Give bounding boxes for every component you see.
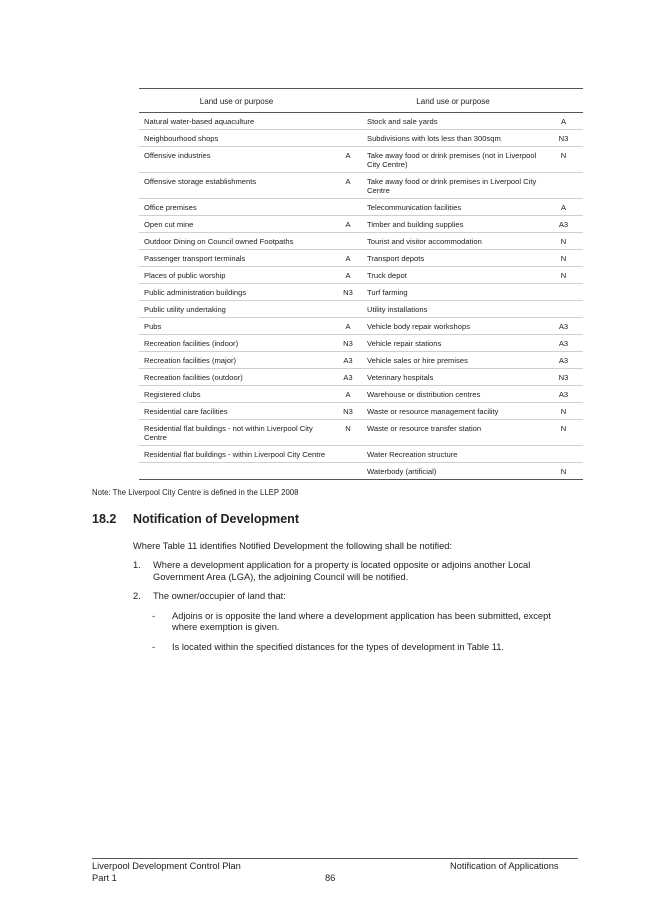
table-header-row [139,89,583,113]
table-row [139,113,583,130]
code-right-cell [544,301,583,318]
code-right-cell [544,173,583,199]
section-intro: Where Table 11 identifies Notified Development the following shall be notified: [133,541,453,551]
footer-divider [92,858,578,859]
land-use-left-cell: Recreation facilities (indoor) [139,335,334,352]
code-left-cell [334,446,362,463]
code-right-cell: N3 [544,369,583,386]
sub-list-marker: - [152,641,156,652]
code-left-cell: A [334,318,362,335]
list-item-text: Where a development application for a property is located opposite or adjoins another Local Government Area (LGA), the adjoining Council will be notified. [153,560,531,582]
table-row [139,352,583,369]
table-row [139,284,583,301]
land-use-right-cell: Timber and building supplies [362,216,544,233]
code-left-cell [334,301,362,318]
list-marker: 2. [133,591,141,601]
land-use-right-cell: Water Recreation structure [362,446,544,463]
table-row [139,420,583,446]
table-row [139,147,583,173]
table-row [139,216,583,233]
land-use-right-cell: Waste or resource management facility [362,403,544,420]
table-row [139,335,583,352]
land-use-right-cell: Turf farming [362,284,544,301]
code-right-cell: N [544,463,583,480]
code-right-cell: A3 [544,386,583,403]
table-row [139,369,583,386]
column-header-code-right [544,89,583,113]
code-left-cell: N3 [334,284,362,301]
land-use-right-cell: Telecommunication facilities [362,199,544,216]
code-right-cell: A [544,199,583,216]
code-right-cell: N [544,267,583,284]
table-row [139,463,583,480]
column-header-land-use-right: Land use or purpose [362,89,544,113]
land-use-right-cell: Stock and sale yards [362,113,544,130]
code-left-cell: A3 [334,352,362,369]
table-row [139,233,583,250]
column-header-code-left [334,89,362,113]
land-use-left-cell: Neighbourhood shops [139,130,334,147]
table-row [139,250,583,267]
land-use-right-cell: Subdivisions with lots less than 300sqm [362,130,544,147]
table-row [139,173,583,199]
sub-list-item [133,611,578,634]
table-row [139,130,583,147]
land-use-left-cell: Residential care facilities [139,403,334,420]
code-left-cell: N3 [334,403,362,420]
code-right-cell: A3 [544,216,583,233]
code-right-cell: N [544,250,583,267]
code-left-cell: A [334,216,362,233]
land-use-left-cell: Offensive storage establishments [139,173,334,199]
list-item-text: The owner/occupier of land that: [153,591,286,601]
footer-page-number: 86 [325,873,336,883]
code-right-cell: N3 [544,130,583,147]
sub-list-item [133,642,578,654]
sub-list-item-text: Is located within the specified distances for the types of development in Table 11. [172,641,504,652]
land-use-left-cell: Open cut mine [139,216,334,233]
section-number: 18.2 [92,512,117,526]
table-row [139,199,583,216]
land-use-right-cell: Take away food or drink premises in Liverpool City Centre [362,173,544,199]
table-row [139,267,583,284]
code-right-cell [544,284,583,301]
land-use-table-container [139,88,583,480]
table-body [139,113,583,480]
code-right-cell: N [544,403,583,420]
land-use-left-cell [139,463,334,480]
code-left-cell [334,130,362,147]
land-use-left-cell: Residential flat buildings - not within Liverpool City Centre [139,420,334,446]
sub-list-item-text: Adjoins or is opposite the land where a development application has been submitted, except where exemption is given. [172,610,551,632]
land-use-left-cell: Residential flat buildings - within Liverpool City Centre [139,446,334,463]
land-use-left-cell: Registered clubs [139,386,334,403]
land-use-right-cell: Truck depot [362,267,544,284]
table-row [139,386,583,403]
land-use-right-cell: Vehicle body repair workshops [362,318,544,335]
land-use-left-cell: Recreation facilities (major) [139,352,334,369]
land-use-right-cell: Transport depots [362,250,544,267]
land-use-right-cell: Veterinary hospitals [362,369,544,386]
section-title: Notification of Development [133,512,299,526]
land-use-right-cell: Tourist and visitor accommodation [362,233,544,250]
code-right-cell: N [544,233,583,250]
land-use-left-cell: Natural water-based aquaculture [139,113,334,130]
code-left-cell: A [334,250,362,267]
table-row [139,403,583,420]
land-use-table [139,88,583,480]
footer-part: Part 1 [92,873,117,883]
code-left-cell [334,463,362,480]
footer-document-title: Liverpool Development Control Plan [92,861,241,871]
land-use-left-cell: Passenger transport terminals [139,250,334,267]
code-left-cell: N3 [334,335,362,352]
list-item [133,591,578,603]
notification-list [133,560,578,661]
land-use-right-cell: Waterbody (artificial) [362,463,544,480]
land-use-left-cell: Office premises [139,199,334,216]
land-use-left-cell: Recreation facilities (outdoor) [139,369,334,386]
list-marker: 1. [133,560,141,570]
code-left-cell: N [334,420,362,446]
code-left-cell [334,233,362,250]
code-left-cell: A [334,173,362,199]
code-left-cell: A3 [334,369,362,386]
land-use-right-cell: Vehicle sales or hire premises [362,352,544,369]
column-header-land-use-left: Land use or purpose [139,89,334,113]
land-use-left-cell: Outdoor Dining on Council owned Footpaths [139,233,334,250]
code-left-cell: A [334,147,362,173]
land-use-left-cell: Offensive industries [139,147,334,173]
footer-section-title: Notification of Applications [450,861,559,871]
land-use-right-cell: Waste or resource transfer station [362,420,544,446]
code-right-cell: A3 [544,352,583,369]
code-left-cell [334,113,362,130]
land-use-left-cell: Public administration buildings [139,284,334,301]
code-left-cell: A [334,386,362,403]
land-use-right-cell: Take away food or drink premises (not in Liverpool City Centre) [362,147,544,173]
list-item [133,560,578,583]
land-use-left-cell: Public utility undertaking [139,301,334,318]
land-use-right-cell: Vehicle repair stations [362,335,544,352]
code-left-cell: A [334,267,362,284]
land-use-right-cell: Warehouse or distribution centres [362,386,544,403]
table-note: Note: The Liverpool City Centre is defined in the LLEP 2008 [92,488,299,497]
land-use-left-cell: Places of public worship [139,267,334,284]
land-use-left-cell: Pubs [139,318,334,335]
table-row [139,318,583,335]
land-use-right-cell: Utility installations [362,301,544,318]
table-row [139,301,583,318]
code-right-cell: N [544,420,583,446]
table-row [139,446,583,463]
code-right-cell: A3 [544,318,583,335]
code-left-cell [334,199,362,216]
code-right-cell [544,446,583,463]
code-right-cell: A [544,113,583,130]
code-right-cell: A3 [544,335,583,352]
sub-list-marker: - [152,610,156,621]
code-right-cell: N [544,147,583,173]
section-heading [92,512,299,526]
